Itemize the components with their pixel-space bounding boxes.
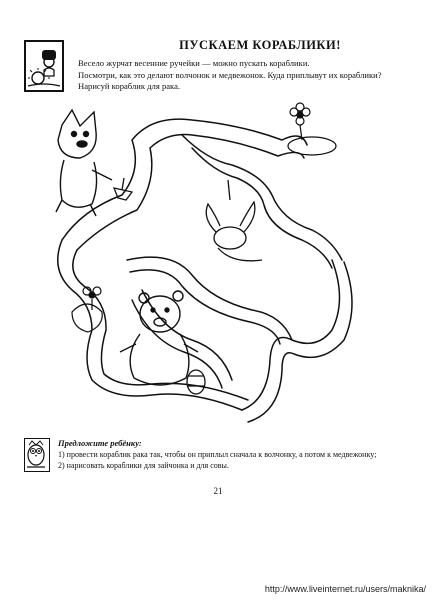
bear-boat-barrel (187, 370, 205, 394)
stream-channels (58, 119, 352, 422)
wolf-cub-figure (56, 110, 112, 216)
intro-text (78, 58, 410, 93)
stream-inner-b (132, 300, 222, 388)
task-item-2: 2) нарисовать кораблики для зайчонка и для совы. (58, 461, 229, 470)
stream-branch-right-b (192, 148, 332, 268)
footer-url[interactable]: http://www.liveinternet.ru/users/maknika/ (264, 584, 426, 594)
tasks-heading: Предложите ребёнку: (58, 438, 142, 448)
child-with-sun-icon (24, 40, 64, 92)
stream-maze-illustration (32, 100, 372, 430)
owl-icon (24, 438, 50, 472)
page-title: ПУСКАЕМ КОРАБЛИКИ! (179, 38, 341, 52)
crayfish-figure (206, 180, 262, 261)
child-with-sun-drawing (26, 42, 62, 90)
owl-drawing (25, 439, 47, 469)
page-number: 21 (213, 486, 223, 496)
stream-branch-right-a (182, 135, 342, 260)
intro-line-2: Посмотри, как это делают волчонок и медвежонок. Куда приплывут их кораблики? Нарисуй кораблик для рака. (78, 69, 382, 91)
intro-line-1: Весело журчат весенние ручейки — можно пускать кораблики. (78, 58, 310, 68)
stream-lower-right-a (242, 260, 340, 410)
tasks-block (58, 438, 418, 471)
task-item-1: 1) провести кораблик рака так, чтобы он приплыл сначала к волчонку, а потом к медвежонку; (58, 450, 377, 459)
flower-on-bank (288, 103, 336, 155)
